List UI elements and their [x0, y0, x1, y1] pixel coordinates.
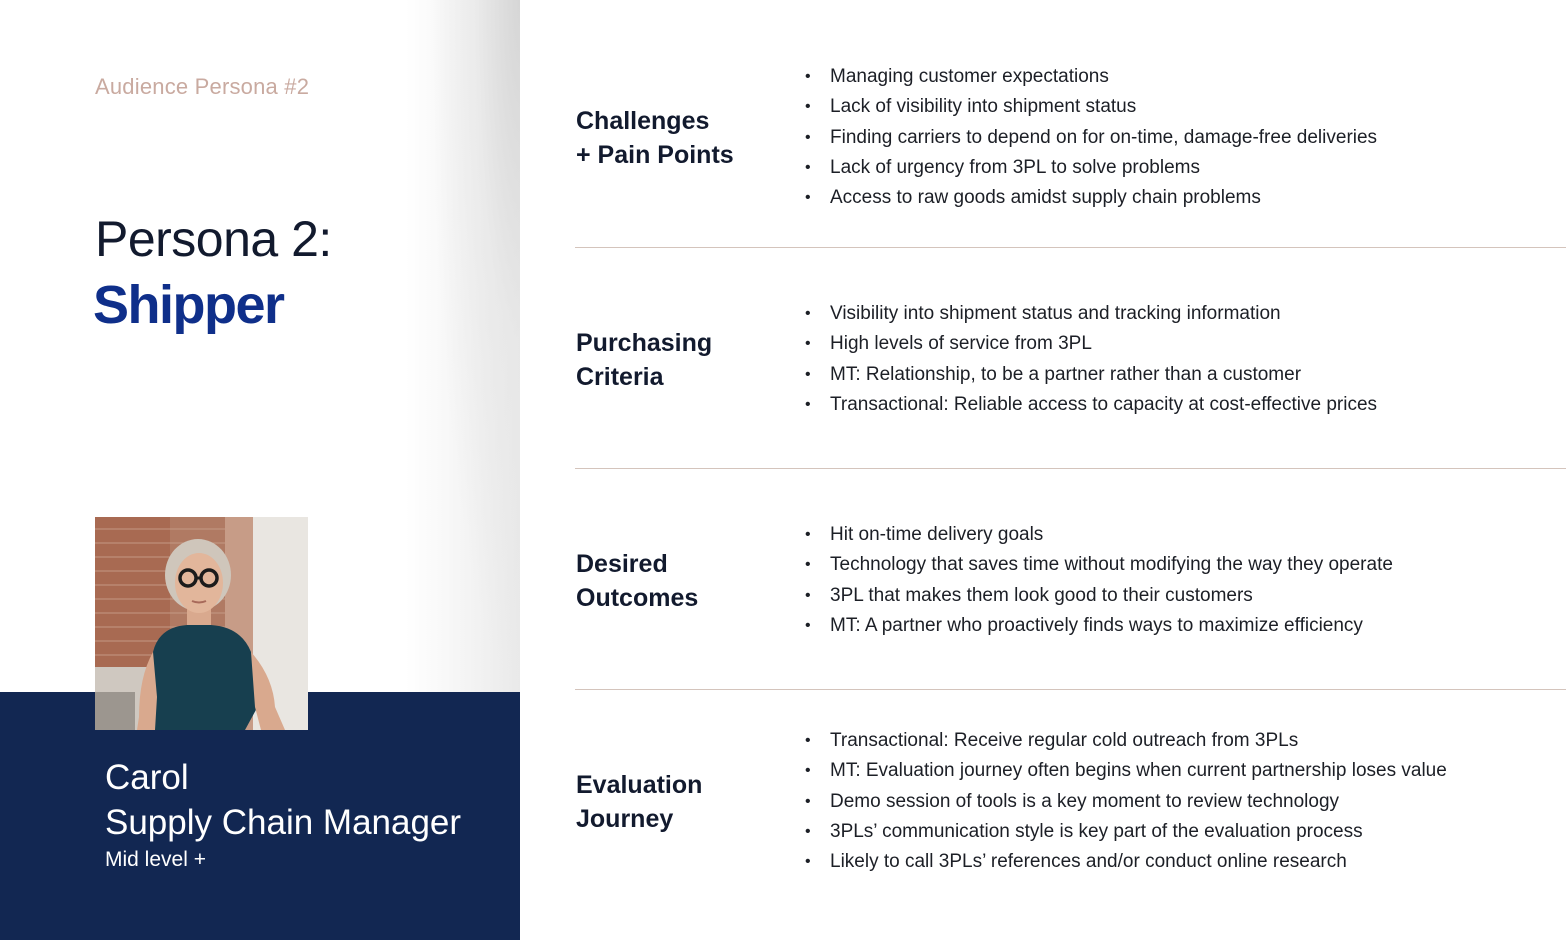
- list-item: • Managing customer expectations: [805, 62, 1377, 92]
- list-item: • Demo session of tools is a key moment to review technology: [805, 787, 1447, 817]
- persona-level: Mid level +: [105, 848, 206, 871]
- list-item: • Visibility into shipment status and tracking information: [805, 299, 1377, 329]
- page-title-highlight: Shipper: [93, 275, 284, 335]
- list-item: • Access to raw goods amidst supply chain problems: [805, 183, 1377, 213]
- persona-photo: [95, 517, 308, 730]
- section-title: [576, 104, 776, 172]
- list-item: • Lack of urgency from 3PL to solve problems: [805, 153, 1377, 183]
- bullet-list: [805, 299, 1377, 420]
- section-title-line: Purchasing: [576, 329, 713, 357]
- bullet-list: [805, 520, 1393, 641]
- persona-name: Carol: [105, 758, 189, 797]
- list-item: • 3PLs’ communication style is key part of the evaluation process: [805, 817, 1447, 847]
- section-title-line: Evaluation: [576, 771, 703, 799]
- section-divider: [575, 468, 1566, 469]
- section-title: [576, 768, 776, 836]
- list-item: • Likely to call 3PLs’ references and/or conduct online research: [805, 847, 1447, 877]
- eyebrow-label: Audience Persona #2: [95, 74, 310, 99]
- persona-role: Supply Chain Manager: [105, 803, 462, 842]
- section-evaluation-journey: [575, 726, 1566, 896]
- section-challenges: [575, 62, 1566, 222]
- list-item: • Finding carriers to depend on for on-time, damage-free deliveries: [805, 123, 1377, 153]
- list-item: • High levels of service from 3PL: [805, 329, 1377, 359]
- list-item: • MT: Relationship, to be a partner rather than a customer: [805, 360, 1377, 390]
- section-title-line: Challenges: [576, 107, 710, 135]
- section-divider: [575, 247, 1566, 248]
- list-item: • MT: A partner who proactively finds ways to maximize efficiency: [805, 611, 1393, 641]
- section-desired-outcomes: [575, 520, 1566, 660]
- bullet-list: [805, 726, 1447, 877]
- list-item: • Technology that saves time without modifying the way they operate: [805, 550, 1393, 580]
- section-purchasing-criteria: [575, 299, 1566, 439]
- section-title-line: + Pain Points: [576, 141, 734, 169]
- section-title: [576, 547, 776, 615]
- section-title-line: Desired: [576, 550, 668, 578]
- list-item: • 3PL that makes them look good to their customers: [805, 581, 1393, 611]
- section-title-line: Outcomes: [576, 584, 699, 612]
- list-item: • Transactional: Receive regular cold outreach from 3PLs: [805, 726, 1447, 756]
- section-divider: [575, 689, 1566, 690]
- bullet-list: [805, 62, 1377, 213]
- page-title: Persona 2:: [95, 211, 332, 267]
- list-item: • Lack of visibility into shipment status: [805, 92, 1377, 122]
- section-title-line: Journey: [576, 805, 674, 833]
- list-item: • MT: Evaluation journey often begins when current partnership loses value: [805, 756, 1447, 786]
- section-title-line: Criteria: [576, 363, 664, 391]
- list-item: • Transactional: Reliable access to capacity at cost-effective prices: [805, 390, 1377, 420]
- section-title: [576, 326, 776, 394]
- panel-shadow: [430, 0, 520, 690]
- list-item: • Hit on-time delivery goals: [805, 520, 1393, 550]
